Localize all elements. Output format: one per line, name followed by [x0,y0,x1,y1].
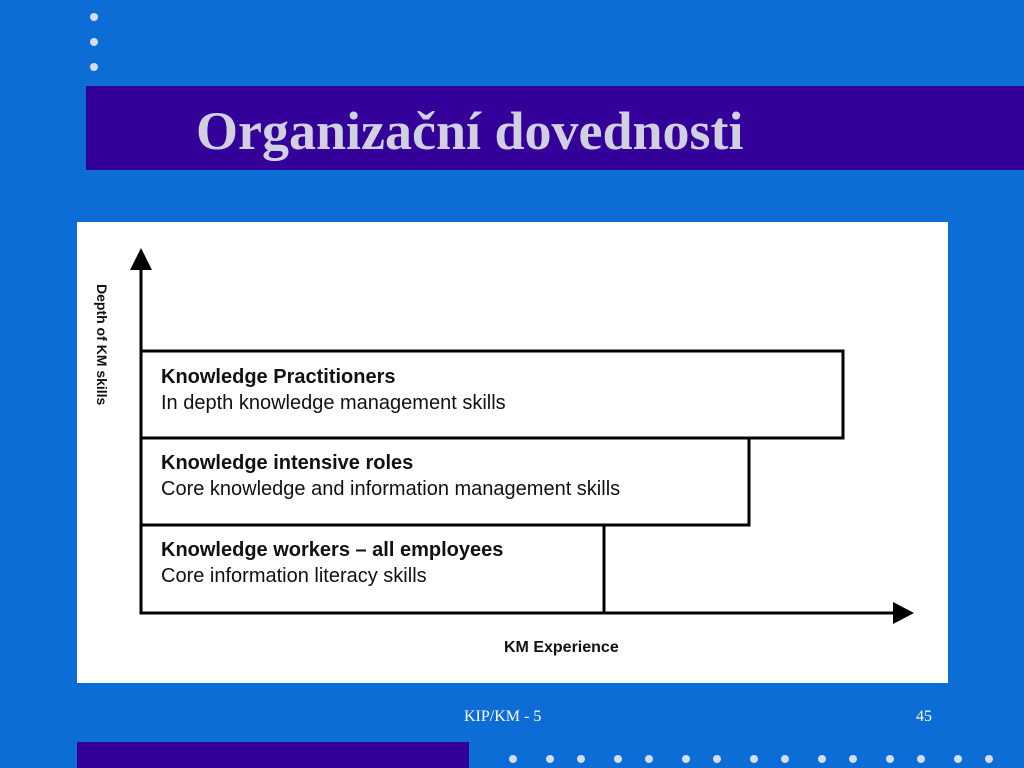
decor-dot [750,755,758,763]
y-axis-arrowhead [130,248,152,270]
decor-dot [917,755,925,763]
bottom-band [77,742,469,768]
decor-dot [682,755,690,763]
tier-heading: Knowledge workers – all employees [161,539,504,561]
decor-dot [546,755,554,763]
decor-dot [645,755,653,763]
slide-title: Organizační dovednosti [196,101,744,161]
tier-all-employees [161,537,503,589]
tier-practitioners [161,364,506,416]
tier-subtitle: In depth knowledge management skills [161,392,506,414]
decor-dot [985,755,993,763]
y-axis-label: Depth of KM skills [94,284,110,406]
x-axis-arrowhead [893,602,914,624]
decor-dot [849,755,857,763]
decor-dot [954,755,962,763]
decor-dot [614,755,622,763]
decor-dot [509,755,517,763]
tier-heading: Knowledge Practitioners [161,366,396,388]
x-axis-label: KM Experience [504,639,619,656]
page-number: 45 [916,708,932,725]
decor-dot [886,755,894,763]
tier-subtitle: Core information literacy skills [161,565,427,587]
tier-intensive-roles [161,450,620,502]
footer-course-code: KIP/KM - 5 [464,708,542,725]
decor-dot [713,755,721,763]
decor-dot [577,755,585,763]
tier-subtitle: Core knowledge and information management skills [161,478,621,500]
tier-heading: Knowledge intensive roles [161,452,414,474]
decor-dot [818,755,826,763]
decor-dot [781,755,789,763]
